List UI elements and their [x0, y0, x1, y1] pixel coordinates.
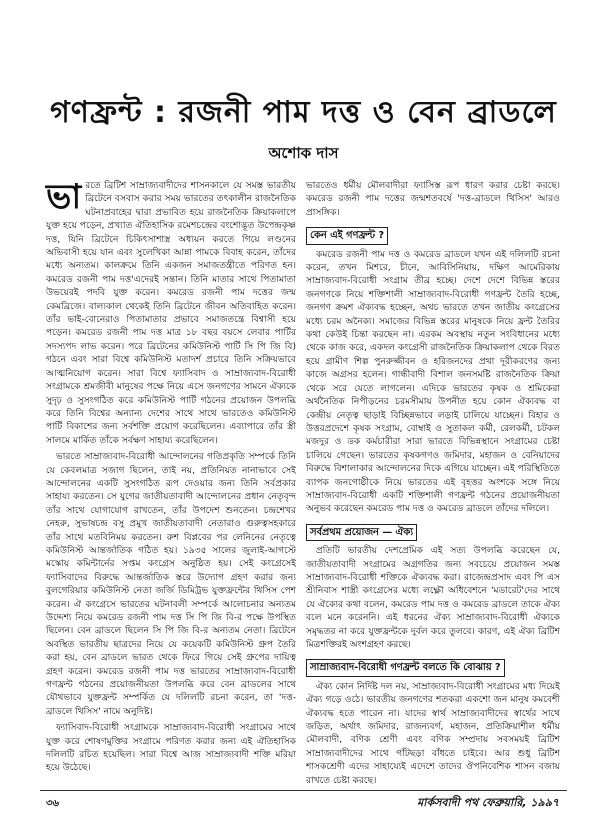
article-title: গণফ্রন্ট : রজনী পাম দত্ত ও বেন ব্রাডলে: [50, 95, 557, 130]
section-heading-meaning: সাম্রাজ্যবাদ-বিরোধী গণফ্রন্ট বলতে কি বোঝায় ?: [306, 659, 505, 676]
section2-paragraph: প্রতিটি ভারতীয় দেশপ্রেমিক এই সত্য উপলব্ধি করেছেন যে, জাতীয়তাবাদী সংগ্রামের অগ্রগতির জন্য সবচেয়ে প্রয়োজন সমস্ত সাম্রাজ্যবাদ-বিরোধী শক্তিকে ঐক্যবদ্ধ করা। রাজেন্দ্রপ্রসাদ এবং পি এস শ্রীনিবাস শাস্ত্রী কংগ্রেসের মধ্যে লক্ষ্ণৌ অধিবেশনে 'মডারেট'দের সাথে যে ঐক্যের কথা বলেন, কমরেড পাম দত্ত ও কমরেড ব্রাডলে তাকে ঐক্য বলে মনে করেননি। এই ধরনের ঐক্য সাম্রাজ্যবাদ-বিরোধী ঐক্যকে সমৃদ্ধতর না করে যুক্তফ্রন্টকে দুর্বল করে তুলবে। কারণ, এই ঐক্য ব্রিটিশ মিত্রশক্তিরই অংশগ্রহণ করছে।: [306, 546, 560, 650]
drop-cap: ভা: [46, 177, 82, 217]
section3-paragraph: ঐক্য কোন নির্দিষ্ট দল নয়, সাম্রাজ্যবাদ-বিরোধী সংগ্রামের মধ্য দিয়েই ঐক্য গড়ে ওঠে। ভারতীয় জনগণের শতকরা একশো জন মানুষ কমবেশী ঐক্যবদ্ধ হতে পারেন না। যাদের স্বার্থ সাম্রাজ্যবাদীদের স্বার্থের সাথে জড়িত, অর্থাৎ জমিদার, রাজন্যবর্গ, মহাজন, প্রতিক্রিয়াশীল ধর্মীয় মৌলবাদী, বণিক শ্রেণী এবং বণিক সম্প্রদায় সবসময়ই ব্রিটিশ সাম্রাজ্যবাদীদের সাথে গাঁটছড়া বাঁধতে চাইবে। আর শুধু ব্রিটিশ শাসকশ্রেণী এদের সাহায্যেই এদেশে তাদের ঔপনিবেশিক শাসন বজায় রাখতে চেষ্টা করছে।: [306, 681, 560, 786]
article-author: অশোক দাস: [268, 144, 339, 162]
right-intro: ভারতেও ধর্মীয় মৌলবাদীরা ফ্যাসিস্ত রূপ ধারণ করার চেষ্টা করছে। কমরেড রজনী পাম দত্তের জন্মশতবর্ষে 'দত্ত-ব্রাডলে থিসিস' আরও প্রাসঙ্গিক।: [306, 181, 560, 218]
footer-rule: [40, 790, 567, 791]
section1-paragraph: কমরেড রজনী পাম দত্ত ও কমরেড ব্রাডলে যখন এই দলিলটি রচনা করেন, তখন মিশরে, চীনে, আবিসিনিয়ায়, দক্ষিণ আমেরিকায় সাম্রাজ্যবাদ-বিরোধী সংগ্রাম তীব্র হচ্ছে। দেশে দেশে বিভিন্ন স্তরের জনগণকে নিয়ে শক্তিশালী সাম্রাজ্যবাদ-বিরোধী গণফ্রন্ট তৈরি হচ্ছে, জনগণ ক্রমশ ঐক্যবদ্ধ হচ্ছেন, অথচ ভারতে তখন জাতীয় কংগ্রেসের মধ্যে চরম অনৈক্য। সমাজের বিভিন্ন স্তরের মানুষকে নিয়ে ফ্রন্ট তৈরির কথা কেউই চিন্তা করছেন না। এরকম অবস্থায় নতুন সংবিধানের মধ্যে থেকে কাজ করে, একদল কংগ্রেসী রাজনৈতিক ক্রিয়াকলাপ থেকে বিরত হয়ে গ্রামীণ শিল্প পুনরুজ্জীবন ও হরিজনদের প্রথা দূরীকরণের জন্য কাজে অগ্রসর হলেন। গান্ধীবাদী বিশাল জনসমষ্টি রাজনৈতিক ক্রিয়া থেকে সরে যেতে লাগলেন। এদিকে ভারতের কৃষক ও শ্রমিকেরা অর্থনৈতিক নিপীড়নের চরমসীমায় উপনীত হয়ে কোন ঐক্যবদ্ধ বা কেন্দ্রীয় নেতৃত্ব ছাড়াই বিচ্ছিন্নভাবে লড়াই চালিয়ে যাচ্ছেন। বিহার ও উত্তরপ্রদেশে কৃষক সংগ্রাম, বোম্বাই ও সুতাকল কর্মী, রেলকর্মী, চটকল মজদুর ও ডক কর্মচারীরা সারা ভারতে বিভিন্নস্থানে সংগ্রামের চেষ্টা চালিয়ে গেছেন। ভারতের কৃষকগণও জমিদার, মহাজন ও বেনিয়াদের বিরুদ্ধে বিশালাকার আন্দোলনের দিকে এগিয়ে যাচ্ছেন। এই পরিস্থিতিতে ব্যাপক জনগোষ্ঠীকে নিয়ে ভারতের এই বৃহত্তর অংশকে সঙ্গে নিয়ে সাম্রাজ্যবাদ-বিরোধী একটি শক্তিশালী গণফ্রন্ট গঠনের প্রয়োজনীয়তা অনুভব করেছেন কমরেড পাম দত্ত ও কমরেড ব্রাডলে তাঁদের দলিলে।: [306, 249, 560, 515]
left-paragraph-1: [46, 177, 296, 448]
left-paragraph-1-text: রতে ব্রিটিশ সাম্রাজ্যবাদীদের শাসনকালে যে সমস্ত ভারতীয় ব্রিটেনে বসবাস করার সময় ভারতের তৎকালীন রাজনৈতিক ঘটনাপ্রবাহের দ্বারা প্রভাবিত হয়ে রাজনৈতিক ক্রিয়াকলাপে যুক্ত হয়ে পড়েন, প্রখ্যাত ঐতিহাসিক রমেশচন্দ্রের বংশোদ্ভূত উপেন্দ্রকৃষ্ণ দত্ত, যিনি ব্রিটেনে চিকিৎসাশাস্ত্র অধ্যয়ন করতে গিয়ে লণ্ডনের অভিবাসী হয়ে যান এবং সুলেখিকা আন্না পামকে বিবাহ করেন, তাঁদের মধ্যে অন্যতম। কালক্রমে তিনি একজন সমাজতন্ত্রীতে পরিণত হন। কমরেড রজনী পাম দত্ত'এদেরই সন্তান। তিনি মাতার সাথে পিতামাতা উভয়েরই পদবি যুক্ত করেন। কমরেড রজনী পাম দত্তের জন্ম কেমব্রিজে। বাল্যকাল থেকেই তিনি ব্রিটেনে জীবন অতিবাহিত করেন। তাঁর ভাই-বোনেরাও পিতামাতার প্রভাবে সমাজতন্ত্রে বিশ্বাসী হয়ে পড়েন। কমরেড রজনী পাম দত্ত মাত্র ১৮ বছর বয়সে লেবার পার্টির সদস্যপদ লাভ করেন। পরে ব্রিটেনের কমিউনিস্ট পার্টি সি পি জি বি) গঠনে এবং সারা বিশ্বে কমিউনিস্ট মতাদর্শ প্রচারে তিনি সক্রিয়ভাবে আত্মনিয়োগ করেন। সারা বিশ্বে ফ্যাসিবাদ ও সাম্রাজ্যবাদ-বিরোধী সংগ্রামকে শ্রমজীবী মানুষের পক্ষে নিয়ে এসে জনগণের সামনে ঐক্যকে সুদৃঢ় ও সুসংগঠিত করে কমিউনিস্ট পার্টি গঠনের প্রয়োজন উপলব্ধি করে তিনি বিশ্বের অন্যান্য দেশের সাথে সাথে ভারতেও কমিউনিস্ট পার্টি বিকাশের জন্য সর্বশক্তি প্রয়োগ করেছিলেন। এব্যাপারে তাঁর স্ত্রী সালমে মার্কিত তাঁকে সর্বক্ষণ সাহায্য করেছিলেন।: [46, 181, 296, 446]
right-column: [306, 180, 560, 786]
left-column: [46, 177, 296, 780]
publication-name: মার্কসবাদী পথ ফেব্রুয়ারি, ১৯৯৭: [417, 796, 559, 809]
left-paragraph-2: ভারতে সাম্রাজ্যবাদ-বিরোধী আন্দোলনের গতিপ্রকৃতি সম্পর্কে তিনি যে কেবলমাত্র সজাগ ছিলেন, তাই নয়, প্রতিনিয়ত নানাভাবে সেই আন্দোলনের একটি সুসংগঠিত রূপ দেওয়ার জন্য তিনি সর্বপ্রকার সাহায্য করতেন। সে যুগের জাতীয়তাবাদী আন্দোলনের প্রধান নেতৃবৃন্দ তাঁর সাথে যোগাযোগ রাখতেন, তাঁর উপদেশ শুনতেন। চন্দ্রশেখর নেহরু, সুভাষচন্দ্র বসু প্রমুখ জাতীয়তাবাদী নেতারাও গুরুত্বসহকারে তাঁর সাথে মতবিনিময় করতেন। রুশ বিপ্লবের পর লেনিনের নেতৃত্বে কমিউনিস্ট আন্তর্জাতিক গঠিত হয়। ১৯৩৫ সালের জুলাই-আগস্টে মস্কোয় কমিন্টার্নের সপ্তম কংগ্রেস অনুষ্ঠিত হয়। সেই কংগ্রেসেই ফ্যাসিবাদের বিরুদ্ধে আন্তর্জাতিক স্তরে উদ্যোগ গ্রহণ করার জন্য বুলগেরিয়ার কমিউনিস্ট নেতা জর্জি ডিমিট্রভ যুক্তফ্রন্টের থিসিস পেশ করেন। ঐ কংগ্রেসে ভারতের ঘটনাবলী সম্পর্কে আলোচনার অন্যতম উদ্দেশ্য নিয়ে কমরেড রজনী পাম দত্ত সি পি জি বি-র পক্ষে উপস্থিত ছিলেন। বেন ব্রাডলে ছিলেন সি পি জি বি-র অন্যতম নেতা। ব্রিটেনে অবস্থিত ভারতীয় ছাত্রদের নিয়ে যে কয়েকটি কমিউনিস্ট গ্রুপ তৈরি করা হয়, বেন ব্রাডলে ভারত থেকে ফিরে গিয়ে সেই গ্রুপের দায়িত্ব গ্রহণ করেন। কমরেড রজনী পাম দত্ত ভারতের সাম্রাজ্যবাদ-বিরোধী গণফ্রন্ট গঠনের প্রয়োজনীয়তা উপলব্ধি করে বেন ব্রাডলের সাথে যৌথভাবে যুক্তফ্রন্ট সম্পর্কিত যে দলিলটি রচনা করেন, তা 'দত্ত-ব্রাডলে থিসিস' নামে অনুদিষ্ট।: [46, 452, 296, 717]
section-heading-unity: সর্বপ্রথম প্রয়োজন — ঐক্য: [306, 524, 417, 541]
left-paragraph-3: ফ্যাসিবাদ-বিরোধী সংগ্রামকে সাম্রাজ্যবাদ-বিরোধী সংগ্রামের সাথে যুক্ত করে শোষণমুক্তির সংগ্রামে পরিণত করার জন্য এই ঐতিহাসিক দলিলটি রচিত হয়েছিল। সারা বিশ্বে আজ সাম্রাজ্যবাদী শক্তি মরিয়া হয়ে উঠেছে।: [46, 723, 296, 774]
page-number: ৩৬: [46, 798, 60, 809]
section-heading-why-front: কেন এই গণফ্রন্ট ?: [306, 227, 388, 244]
